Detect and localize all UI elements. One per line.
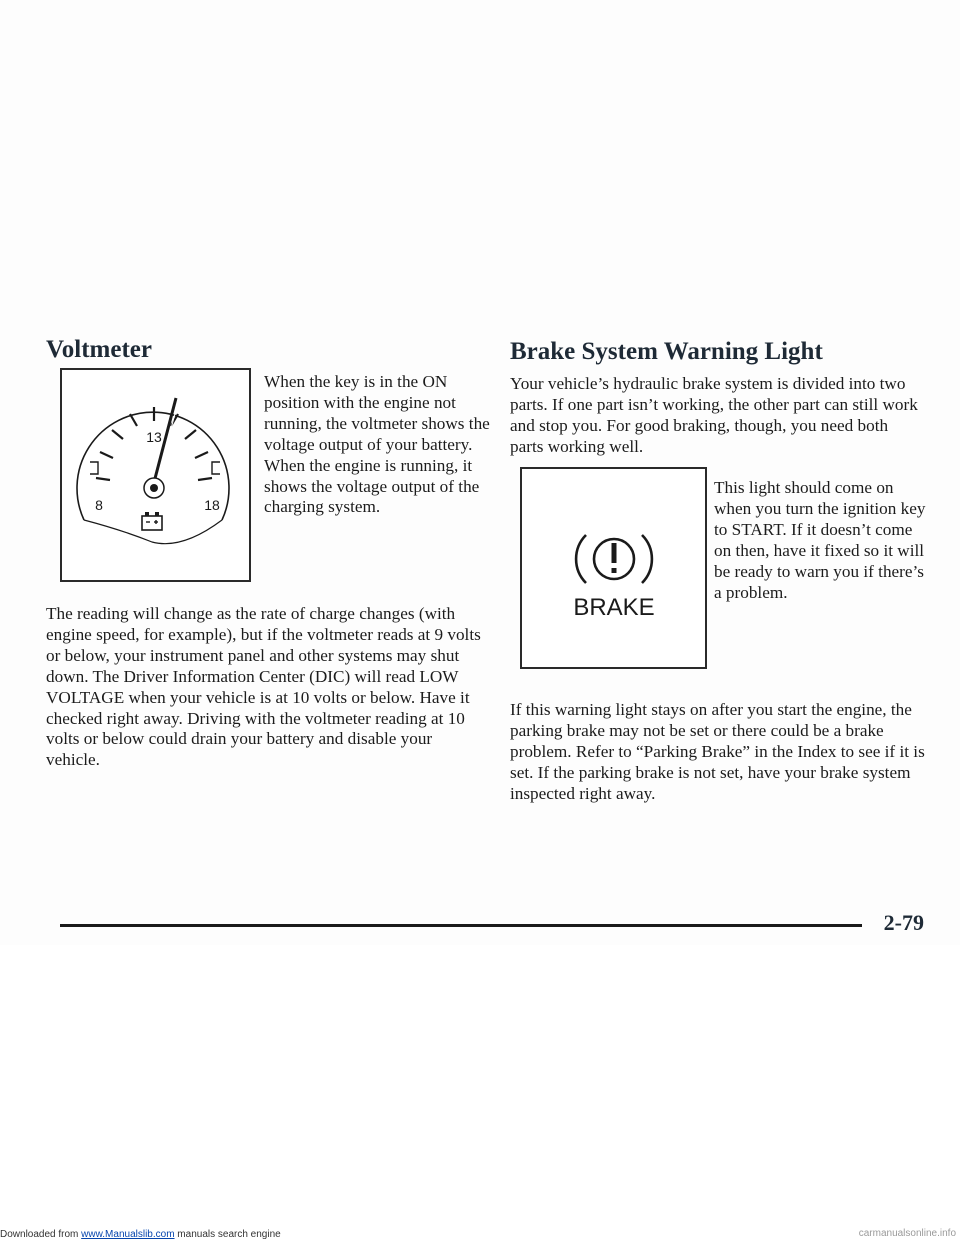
footer-suffix: manuals search engine (174, 1229, 281, 1240)
voltmeter-heading: Voltmeter (46, 336, 152, 363)
manualslib-link[interactable]: www.Manualslib.com (81, 1229, 175, 1240)
brake-side-text: This light should come on when you turn the ignition key to START. If it doesn’t come on then, have it fixed so it will be ready to warn you if there’s a problem. (714, 478, 926, 602)
brake-body-text: If this warning light stays on after you start the engine, the parking brake may not be set or there could be a brake problem. Refer to “Parking Brake” in the Index to see if it is set. If the parking brake is not set, have your brake system inspected right away. (510, 700, 925, 803)
footer-prefix: Downloaded from (0, 1229, 82, 1240)
brake-light-figure (520, 467, 707, 669)
brake-warning-icon (576, 535, 652, 583)
gauge-label-min: 8 (95, 497, 103, 513)
watermark: carmanualsonline.info (858, 1228, 956, 1239)
brake-warning-illustration (522, 469, 706, 667)
brake-icon-label: BRAKE (573, 594, 655, 621)
download-footer (0, 1229, 281, 1240)
brake-heading: Brake System Warning Light (510, 338, 823, 365)
footer-rule (60, 924, 862, 927)
gauge-label-max: 18 (204, 497, 220, 513)
voltmeter-figure (60, 368, 251, 582)
voltmeter-gauge-illustration (62, 370, 250, 580)
brake-intro-text: Your vehicle’s hydraulic brake system is divided into two parts. If one part isn’t working, the other part can still work and stop you. For good braking, though, you need both parts working well. (510, 374, 918, 456)
gauge-label-mid: 13 (146, 429, 162, 445)
battery-icon (142, 512, 162, 530)
voltmeter-intro-text: When the key is in the ON position with the engine not running, the voltmeter shows the voltage output of your battery. When the engine is running, it shows the voltage output of the charging system. (264, 372, 490, 517)
page-number: 2-79 (883, 910, 924, 935)
voltmeter-body-text: The reading will change as the rate of charge changes (with engine speed, for example), but if the voltmeter reads at 9 volts or below, your instrument panel and other systems may shut down. The Driver Information Center (DIC) will read LOW VOLTAGE when your vehicle is at 10 volts or below. Have it checked right away. Driving with the voltmeter reading at 10 volts or below could drain your battery and disable your vehicle. (46, 604, 481, 770)
